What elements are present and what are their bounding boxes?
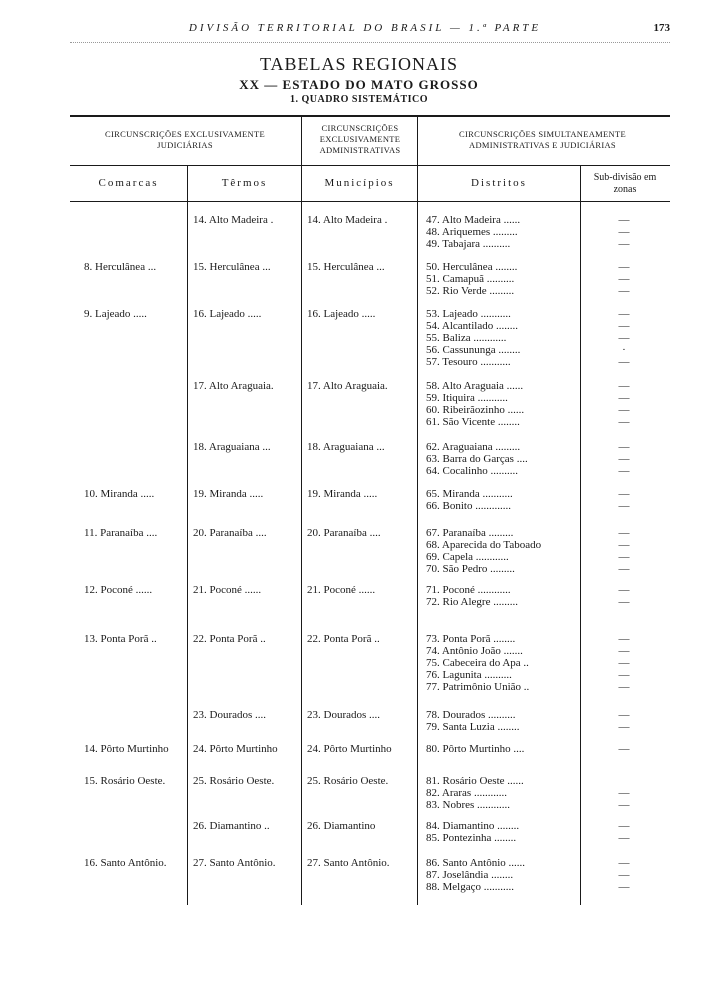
- distrito-cell: 71. Poconé ............: [426, 584, 511, 596]
- comarca-cell: 14. Pôrto Murtinho: [84, 743, 169, 755]
- zona-cell: ·: [622, 344, 626, 356]
- termo-cell: 25. Rosário Oeste.: [193, 775, 275, 787]
- column-rule-1: [187, 165, 188, 905]
- zona-cell: —: [618, 320, 630, 332]
- comarca-cell: 16. Santo Antônio.: [84, 857, 167, 869]
- column-rule-3: [417, 115, 418, 905]
- distrito-cell: 52. Rio Verde .........: [426, 285, 515, 297]
- distrito-cell: 81. Rosário Oeste ......: [426, 775, 524, 787]
- termo-cell: 18. Araguaiana ...: [193, 441, 271, 453]
- municipio-cell: 26. Diamantino: [307, 820, 376, 832]
- zona-cell: —: [618, 392, 630, 404]
- comarca-cell: 11. Paranaíba ....: [84, 527, 158, 539]
- distrito-cell: 75. Cabeceira do Apa ..: [426, 657, 529, 669]
- zona-cell: —: [618, 596, 630, 608]
- distrito-cell: 84. Diamantino ........: [426, 820, 520, 832]
- municipio-cell: 25. Rosário Oeste.: [307, 775, 389, 787]
- zona-cell: —: [618, 881, 630, 893]
- municipio-cell: 24. Pôrto Murtinho: [307, 743, 392, 755]
- distrito-cell: 73. Ponta Porã ........: [426, 633, 516, 645]
- column-rule-4: [580, 165, 581, 905]
- header-subdivisao: Sub-divisão em zonas: [593, 172, 657, 195]
- distrito-cell: 59. Itiquira ...........: [426, 392, 508, 404]
- municipio-cell: 15. Herculânea ...: [307, 261, 385, 273]
- distrito-cell: 53. Lajeado ...........: [426, 308, 511, 320]
- zona-cell: —: [618, 214, 630, 226]
- municipio-cell: 14. Alto Madeira .: [307, 214, 388, 226]
- termo-cell: 19. Miranda .....: [193, 488, 264, 500]
- municipio-cell: 19. Miranda .....: [307, 488, 378, 500]
- zona-cell: —: [618, 356, 630, 368]
- zona-cell: —: [618, 681, 630, 693]
- municipio-cell: 17. Alto Araguaia.: [307, 380, 388, 392]
- termo-cell: 20. Paranaíba ....: [193, 527, 267, 539]
- zona-cell: —: [618, 584, 630, 596]
- zona-cell: —: [618, 799, 630, 811]
- zona-cell: —: [618, 539, 630, 551]
- distrito-cell: 48. Ariquemes .........: [426, 226, 518, 238]
- distrito-cell: 62. Araguaiana .........: [426, 441, 521, 453]
- distrito-cell: 64. Cocalinho ..........: [426, 465, 518, 477]
- state-title: XX — ESTADO DO MATO GROSSO: [239, 77, 479, 92]
- document-title: TABELAS REGIONAIS: [259, 54, 459, 74]
- page-number: 173: [653, 22, 670, 34]
- comarca-cell: 15. Rosário Oeste.: [84, 775, 166, 787]
- municipio-cell: 23. Dourados ....: [307, 709, 381, 721]
- distrito-cell: 83. Nobres ............: [426, 799, 511, 811]
- termo-cell: 26. Diamantino ..: [193, 820, 270, 832]
- distrito-cell: 54. Alcantilado ........: [426, 320, 518, 332]
- municipio-cell: 16. Lajeado .....: [307, 308, 376, 320]
- municipio-cell: 21. Poconé ......: [307, 584, 376, 596]
- zona-cell: —: [618, 308, 630, 320]
- distrito-cell: 77. Patrimônio União ..: [426, 681, 530, 693]
- distrito-cell: 65. Miranda ...........: [426, 488, 513, 500]
- distrito-cell: 60. Ribeirãozinho ......: [426, 404, 525, 416]
- distrito-cell: 69. Capela ............: [426, 551, 509, 563]
- zona-cell: —: [618, 238, 630, 250]
- comarca-cell: 10. Miranda .....: [84, 488, 155, 500]
- running-head: [0, 22, 718, 42]
- zona-cell: —: [618, 820, 630, 832]
- zona-cell: —: [618, 832, 630, 844]
- termo-cell: 27. Santo Antônio.: [193, 857, 276, 869]
- systematic-table: [70, 115, 670, 905]
- zona-cell: —: [618, 273, 630, 285]
- zona-cell: —: [618, 633, 630, 645]
- distrito-cell: 66. Bonito .............: [426, 500, 511, 512]
- distrito-cell: 56. Cassununga ........: [426, 344, 521, 356]
- zona-cell: —: [618, 743, 630, 755]
- zona-cell: —: [618, 657, 630, 669]
- termo-cell: 23. Dourados ....: [193, 709, 267, 721]
- header-termos: Têrmos: [221, 177, 268, 189]
- zona-cell: —: [618, 404, 630, 416]
- distrito-cell: 61. São Vicente ........: [426, 416, 520, 428]
- zona-cell: —: [618, 380, 630, 392]
- header-distritos: Distritos: [471, 177, 527, 189]
- distrito-cell: 57. Tesouro ...........: [426, 356, 511, 368]
- distrito-cell: 49. Tabajara ..........: [426, 238, 511, 250]
- zona-cell: —: [618, 332, 630, 344]
- comarca-cell: 13. Ponta Porã ..: [84, 633, 157, 645]
- zona-cell: —: [618, 527, 630, 539]
- zona-cell: —: [618, 645, 630, 657]
- header-judiciarias: CIRCUNSCRIÇÕES EXCLUSIVAMENTE JUDICIÁRIAS: [105, 129, 265, 150]
- termo-cell: 17. Alto Araguaia.: [193, 380, 274, 392]
- municipio-cell: 22. Ponta Porã ..: [307, 633, 380, 645]
- zona-cell: —: [618, 721, 630, 733]
- zona-cell: —: [618, 465, 630, 477]
- header-rule: [70, 42, 670, 43]
- zona-cell: —: [618, 787, 630, 799]
- zona-cell: —: [618, 416, 630, 428]
- zona-cell: —: [618, 709, 630, 721]
- zona-cell: —: [618, 563, 630, 575]
- running-title: DIVISÃO TERRITORIAL DO BRASIL — 1.ª PARTE: [188, 22, 542, 34]
- zona-cell: —: [618, 453, 630, 465]
- zona-cell: —: [618, 869, 630, 881]
- zona-cell: —: [618, 857, 630, 869]
- termo-cell: 21. Poconé ......: [193, 584, 262, 596]
- termo-cell: 24. Pôrto Murtinho: [193, 743, 278, 755]
- header-municipios: Municípios: [324, 177, 395, 189]
- header-administrativas: CIRCUNSCRIÇÕES EXCLUSIVAMENTE ADMINISTRATIVAS: [319, 123, 401, 155]
- distrito-cell: 67. Paranaíba .........: [426, 527, 514, 539]
- zona-cell: —: [618, 500, 630, 512]
- distrito-cell: 78. Dourados ..........: [426, 709, 516, 721]
- zona-cell: —: [618, 261, 630, 273]
- section-title: 1. QUADRO SISTEMÁTICO: [289, 94, 429, 105]
- distrito-cell: 80. Pôrto Murtinho ....: [426, 743, 525, 755]
- comarca-cell: 8. Herculânea ...: [84, 261, 157, 273]
- distrito-cell: 58. Alto Araguaia ......: [426, 380, 524, 392]
- zona-cell: —: [618, 285, 630, 297]
- comarca-cell: 9. Lajeado .....: [84, 308, 147, 320]
- zona-cell: —: [618, 226, 630, 238]
- municipio-cell: 27. Santo Antônio.: [307, 857, 390, 869]
- distrito-cell: 50. Herculânea ........: [426, 261, 518, 273]
- termo-cell: 16. Lajeado .....: [193, 308, 262, 320]
- termo-cell: 22. Ponta Porã ..: [193, 633, 266, 645]
- table-top-rule: [70, 115, 670, 117]
- distrito-cell: 88. Melgaço ...........: [426, 881, 514, 893]
- distrito-cell: 85. Pontezinha ........: [426, 832, 517, 844]
- termo-cell: 15. Herculânea ...: [193, 261, 271, 273]
- distrito-cell: 51. Camapuã ..........: [426, 273, 515, 285]
- distrito-cell: 70. São Pedro .........: [426, 563, 515, 575]
- distrito-cell: 82. Araras ............: [426, 787, 507, 799]
- zona-cell: —: [618, 488, 630, 500]
- distrito-cell: 63. Barra do Garças ....: [426, 453, 528, 465]
- distrito-cell: 86. Santo Antônio ......: [426, 857, 526, 869]
- zona-cell: —: [618, 669, 630, 681]
- distrito-cell: 68. Aparecida do Taboado: [426, 539, 542, 551]
- distrito-cell: 87. Joselândia ........: [426, 869, 514, 881]
- municipio-cell: 20. Paranaíba ....: [307, 527, 381, 539]
- distrito-cell: 79. Santa Luzia ........: [426, 721, 520, 733]
- municipio-cell: 18. Araguaiana ...: [307, 441, 385, 453]
- zona-cell: —: [618, 551, 630, 563]
- distrito-cell: 74. Antônio João .......: [426, 645, 523, 657]
- distrito-cell: 55. Baliza ............: [426, 332, 507, 344]
- termo-cell: 14. Alto Madeira .: [193, 214, 274, 226]
- header-comarcas: Comarcas: [98, 177, 159, 189]
- zona-cell: —: [618, 441, 630, 453]
- comarca-cell: 12. Poconé ......: [84, 584, 153, 596]
- distrito-cell: 76. Lagunita ..........: [426, 669, 512, 681]
- distrito-cell: 47. Alto Madeira ......: [426, 214, 521, 226]
- header-ambas: CIRCUNSCRIÇÕES SIMULTANEAMENTE ADMINISTRATIVAS E JUDICIÁRIAS: [459, 129, 626, 150]
- column-rule-2: [301, 115, 302, 905]
- distrito-cell: 72. Rio Alegre .........: [426, 596, 518, 608]
